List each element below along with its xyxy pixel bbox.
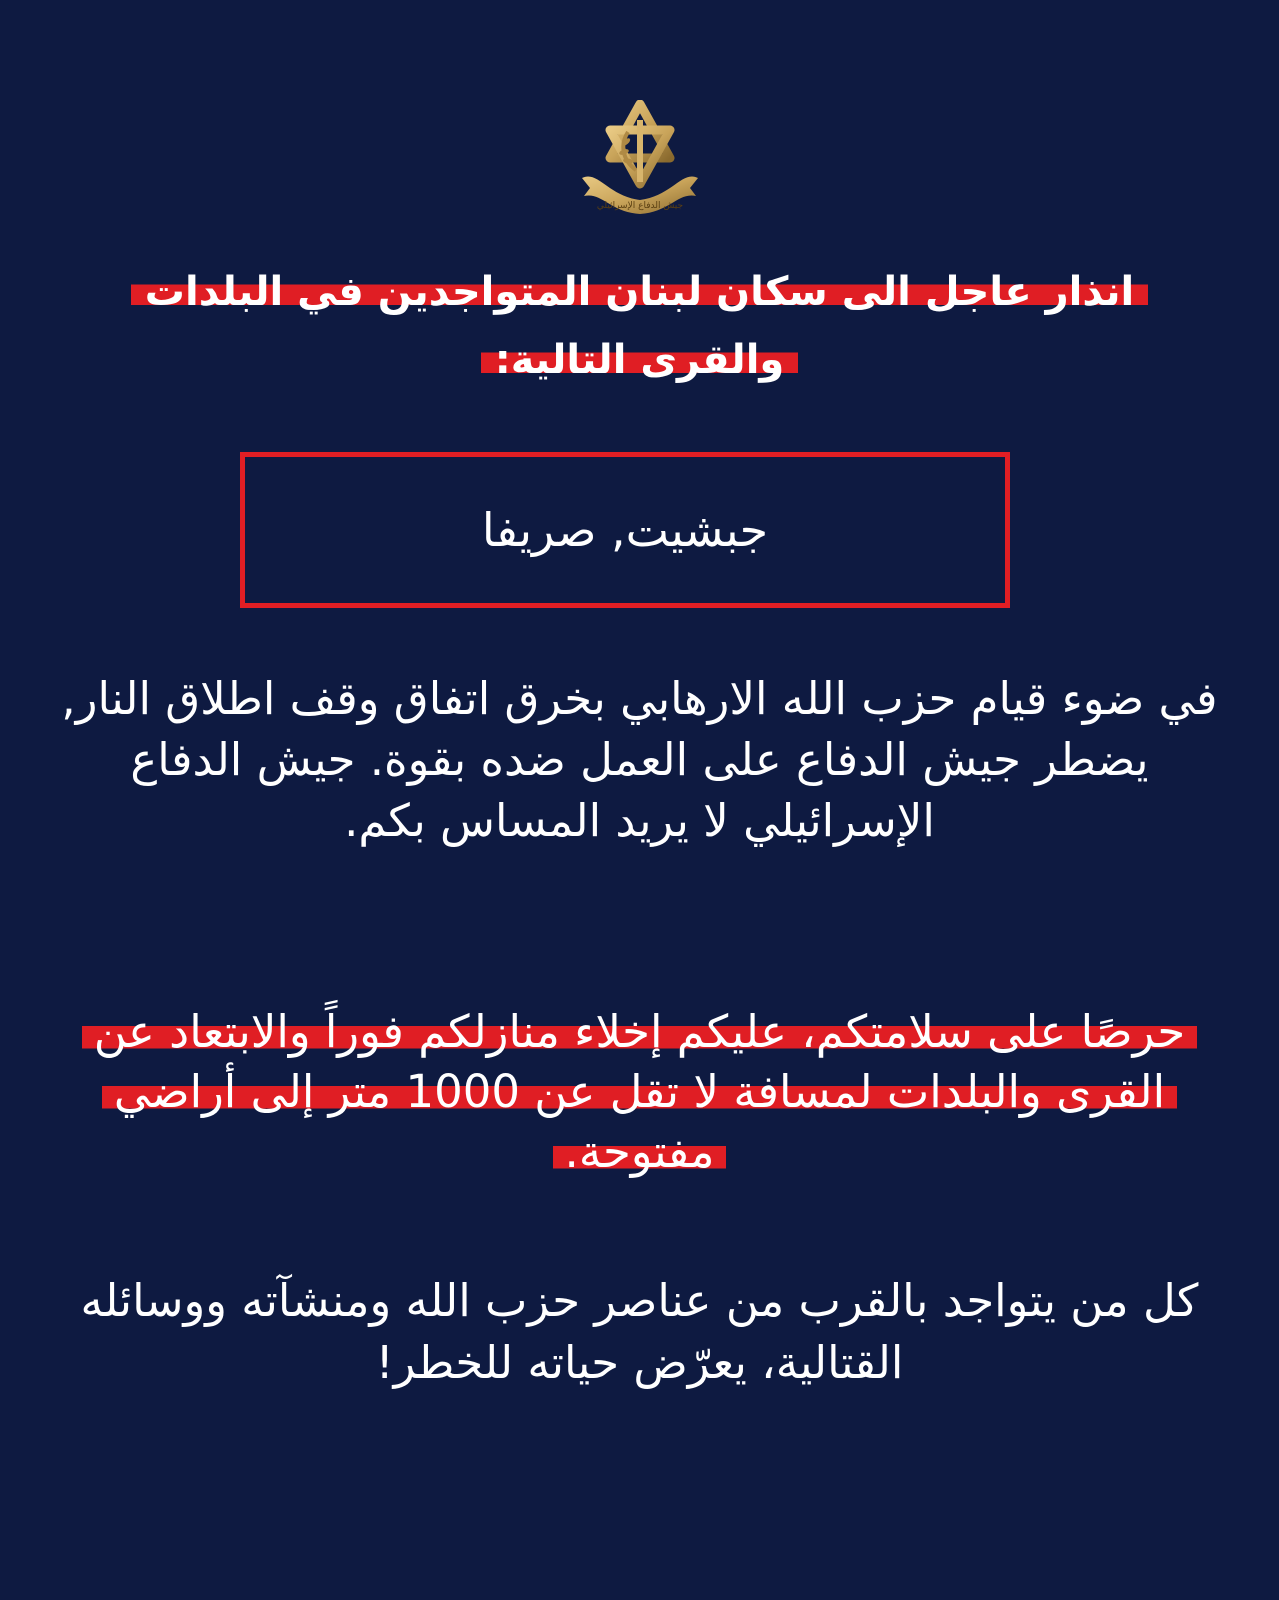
- paragraph-ceasefire: [60, 668, 1219, 851]
- villages-box: [240, 452, 1010, 608]
- paragraph-evacuation: [60, 1002, 1219, 1182]
- headline-text: انذار عاجل الى سكان لبنان المتواجدين في البلدات والقرى التالية:: [131, 269, 1148, 383]
- villages-text: جبشيت, صريفا: [481, 503, 769, 557]
- paragraph-evacuation-text: حرصًا على سلامتكم، عليكم إخلاء منازلكم فوراً والابتعاد عن القرى والبلدات لمسافة لا تقل عن 1000 متر إلى أراضي مفتوحة.: [82, 1005, 1197, 1178]
- idf-emblem-icon: [578, 100, 702, 220]
- headline: [60, 258, 1219, 394]
- paragraph-danger-text: كل من يتواجد بالقرب من عناصر حزب الله ومنشآته ووسائله القتالية، يعرّض حياته للخطر!: [80, 1274, 1199, 1389]
- emblem-caption: جيش الدفاع الإسرائيلي: [596, 201, 684, 211]
- paragraph-ceasefire-text: في ضوء قيام حزب الله الارهابي بخرق اتفاق وقف اطلاق النار, يضطر جيش الدفاع على العمل ضده بقوة. جيش الدفاع الإسرائيلي لا يريد المساس بكم.: [61, 672, 1218, 847]
- paragraph-danger: [60, 1270, 1219, 1394]
